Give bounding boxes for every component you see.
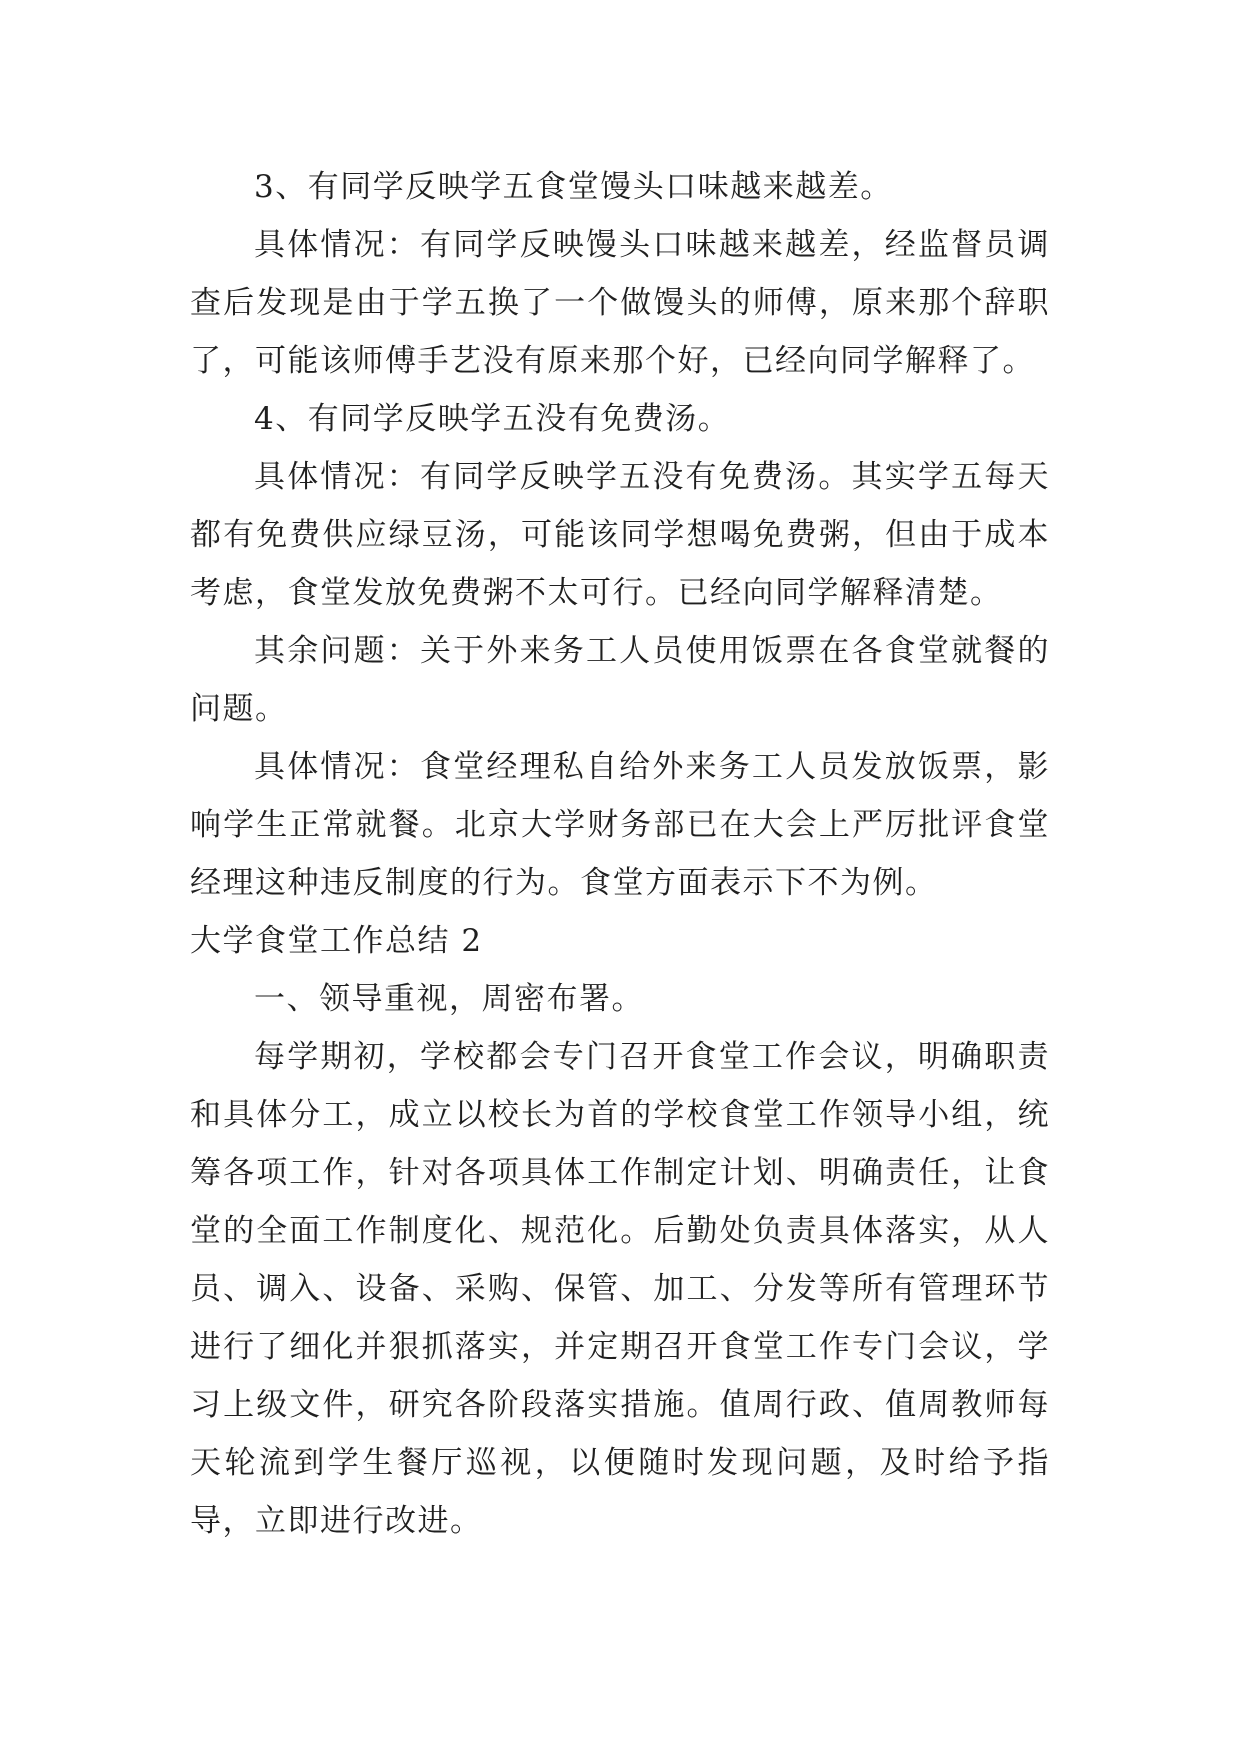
other-issues-paragraph: 其余问题：关于外来务工人员使用饭票在各食堂就餐的问题。: [190, 633, 1050, 727]
detail-paragraph-other: 具体情况：食堂经理私自给外来务工人员发放饭票，影响学生正常就餐。北京大学财务部已在大会上严厉批评食堂经理这种违反制度的行为。食堂方面表示下不为例。: [190, 749, 1050, 901]
subsection-heading: 一、领导重视，周密布署。: [254, 981, 644, 1017]
document-body: [190, 158, 1050, 1550]
list-item-4: 4、有同学反映学五没有免费汤。: [254, 401, 731, 437]
detail-paragraph-3: 具体情况：有同学反映馒头口味越来越差，经监督员调查后发现是由于学五换了一个做馒头的师傅，原来那个辞职了，可能该师傅手艺没有原来那个好，已经向同学解释了。: [190, 227, 1050, 379]
list-item-3: 3、有同学反映学五食堂馒头口味越来越差。: [254, 169, 893, 205]
detail-paragraph-4: 具体情况：有同学反映学五没有免费汤。其实学五每天都有免费供应绿豆汤，可能该同学想喝免费粥，但由于成本考虑，食堂发放免费粥不太可行。已经向同学解释清楚。: [190, 459, 1050, 611]
body-paragraph: 每学期初，学校都会专门召开食堂工作会议，明确职责和具体分工，成立以校长为首的学校食堂工作领导小组，统筹各项工作，针对各项具体工作制定计划、明确责任，让食堂的全面工作制度化、规范化。后勤处负责具体落实，从人员、调入、设备、采购、保管、加工、分发等所有管理环节进行了细化并狠抓落实，并定期召开食堂工作专门会议，学习上级文件，研究各阶段落实措施。值周行政、值周教师每天轮流到学生餐厅巡视，以便随时发现问题，及时给予指导，立即进行改进。: [190, 1039, 1050, 1539]
section-title: 大学食堂工作总结 2: [190, 923, 483, 959]
